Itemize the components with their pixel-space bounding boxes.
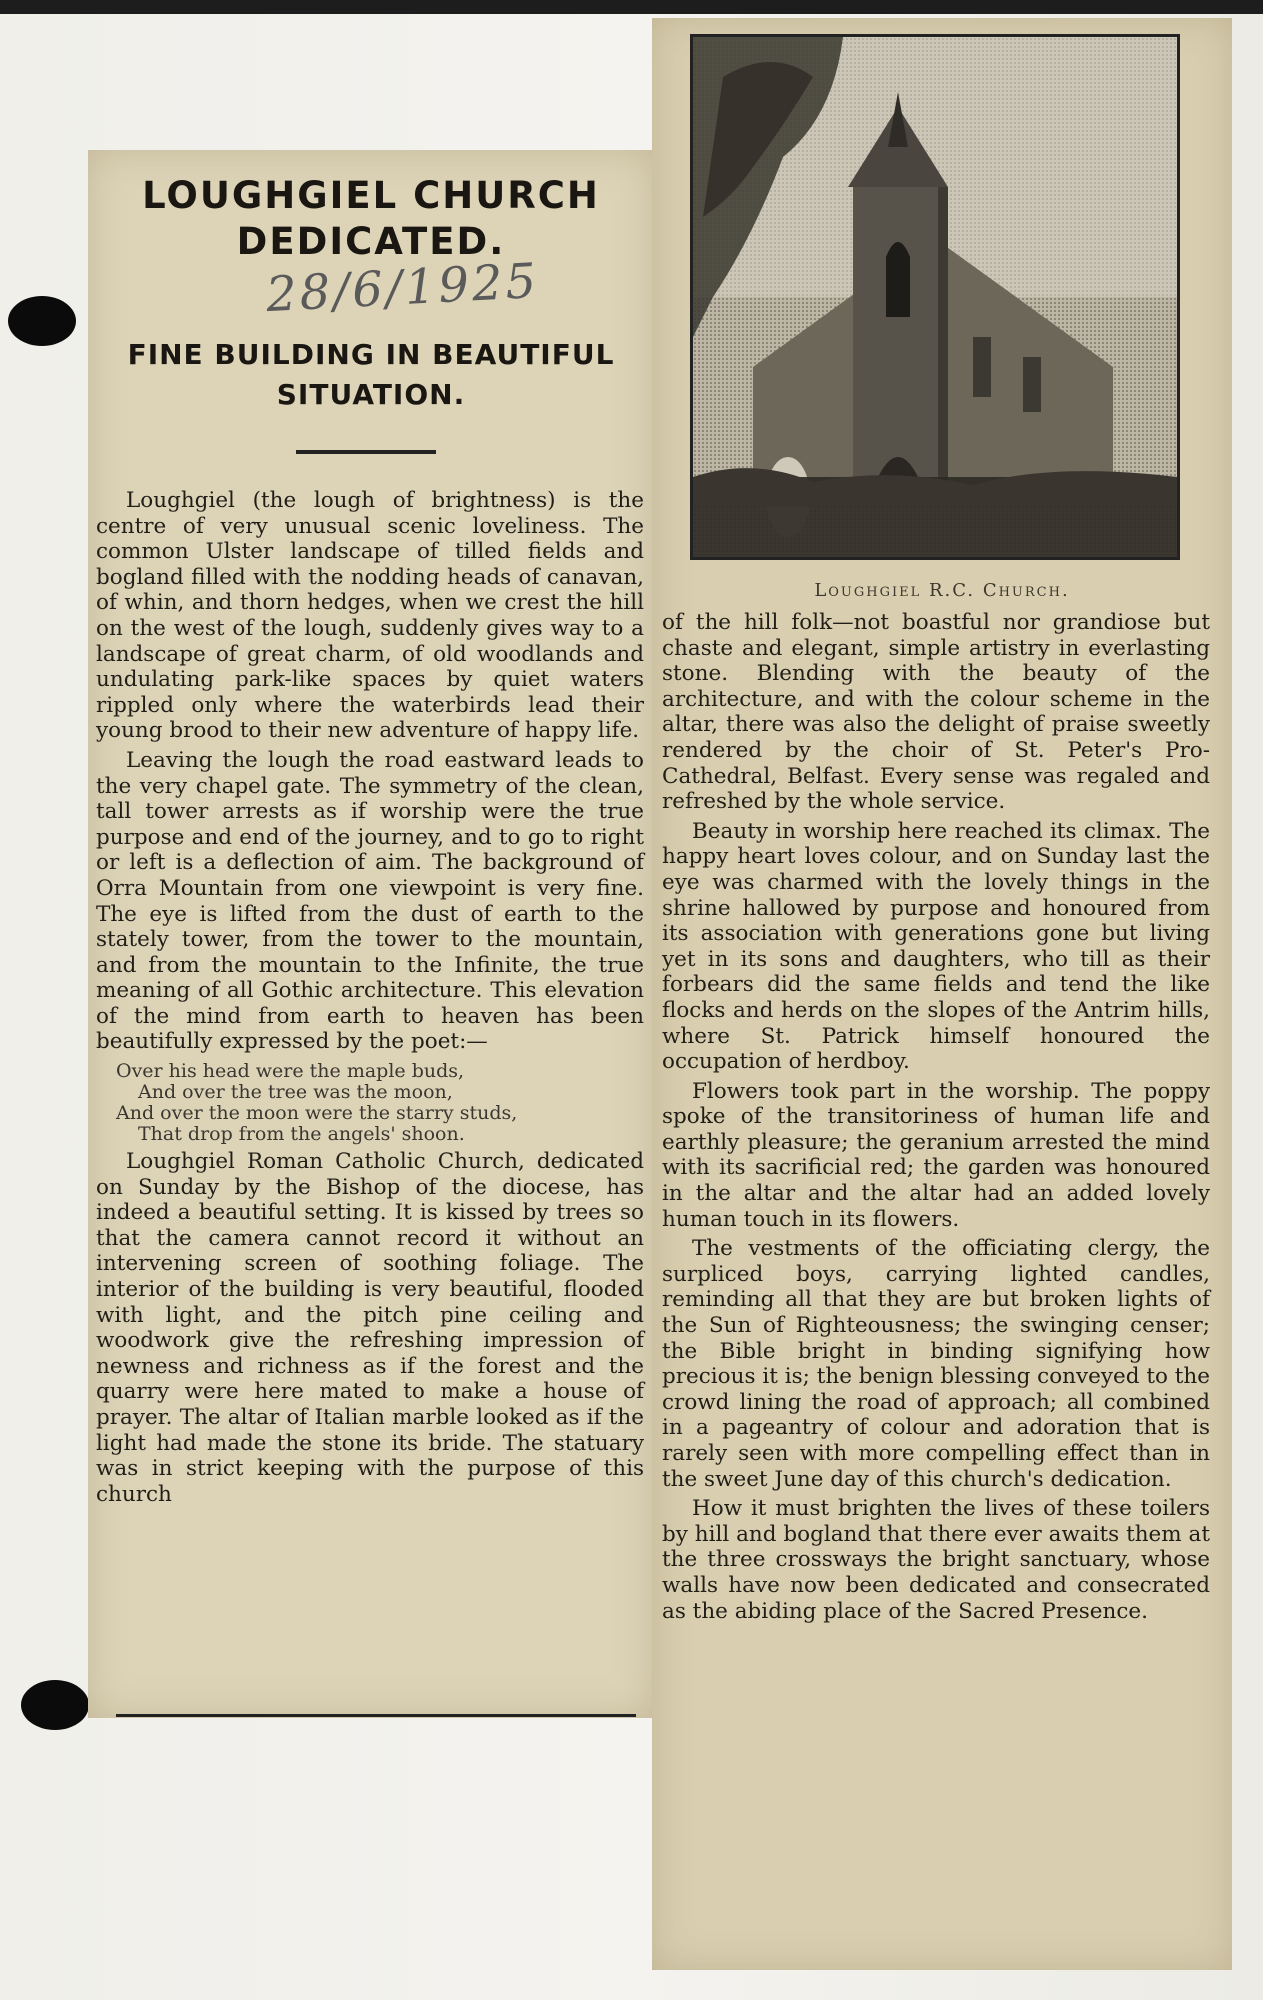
- paragraph-3: Loughgiel Roman Catholic Church, dedicated on Sunday by the Bishop of the diocese, has indeed a beautiful setting. It is kissed by trees so that the camera cannot record it without an intervening screen of soothing foliage. The interior of the building is very beautiful, flooded with light, and the pitch pine ceiling and woodwork give the refreshing impression of newness and richness as if the forest and the quarry were here mated to make a house of prayer. The altar of Italian marble looked as if the light had made the stone its bride. The statuary was in strict keeping with the purpose of this church: [96, 1149, 644, 1507]
- subheadline-line2: SITUATION.: [276, 378, 466, 411]
- top-border: [0, 0, 1263, 14]
- poem-line-1: Over his head were the maple buds,: [116, 1060, 465, 1083]
- subheadline-line1: FINE BUILDING IN BEAUTIFUL: [127, 338, 615, 371]
- paragraph-1: Loughgiel (the lough of brightness) is the centre of very unusual scenic loveliness. The common Ulster landscape of tilled fields and bogland filled with the nodding heads of canavan, of whin, and thorn hedges, when we crest the hill on the west of the lough, suddenly gives way to a landscape of great charm, of old woodlands and undulating park-like spaces by quiet waters rippled only where the waterbirds lead their young brood to their new adventure of happy life.: [96, 488, 644, 744]
- paragraph-2: Leaving the lough the road eastward leads to the very chapel gate. The symmetry of the clean, tall tower arrests as if worship were the true purpose and end of the journey, and to go to right or left is a deflection of aim. The background of Orra Mountain from one viewpoint is very fine. The eye is lifted from the dust of earth to the stately tower, from the tower to the mountain, and from the mountain to the Infinite, the true meaning of all Gothic architecture. This elevation of the mind from earth to heaven has been beautifully expressed by the poet:—: [96, 747, 644, 1055]
- left-column-text: [96, 488, 644, 1507]
- headline-line1: LOUGHGIEL CHURCH: [142, 174, 600, 217]
- right-clipping: [652, 18, 1232, 1970]
- left-bottom-rule: [116, 1714, 636, 1717]
- right-column-text: [662, 610, 1210, 1624]
- poem-line-3: And over the moon were the starry studs,: [116, 1102, 518, 1125]
- church-photo: [690, 34, 1180, 560]
- paragraph-5: Beauty in worship here reached its climax. The happy heart loves colour, and on Sunday last the eye was charmed with the lovely things in the shrine hallowed by purpose and honoured from its association with generations gone but living yet in its sons and daughters, who till as their forbears did the same fields and tend the like flocks and herds on the slopes of the Antrim hills, where St. Patrick himself honoured the occupation of herdboy.: [662, 818, 1210, 1075]
- handwritten-date: 28/6/1925: [264, 252, 541, 324]
- punch-hole-top: [8, 296, 76, 346]
- poem-line-2: And over the tree was the moon,: [138, 1081, 453, 1104]
- paragraph-4: of the hill folk—not boastful nor grandiose but chaste and elegant, simple artistry in everlasting stone. Blending with the beauty of the architecture, and with the colour scheme in the altar, there was also the delight of praise sweetly rendered by the choir of St. Peter's Pro-Cathedral, Belfast. Every sense was regaled and refreshed by the whole service.: [662, 610, 1210, 815]
- poem-quote: [116, 1061, 644, 1145]
- church-illustration: [693, 37, 1177, 557]
- paragraph-6: Flowers took part in the worship. The poppy spoke of the transitoriness of human life and earthly pleasure; the geranium arrested the mind with its sacrificial red; the garden was honoured in the altar and the altar had an added lovely human touch in its flowers.: [662, 1078, 1210, 1232]
- left-clipping: [88, 150, 654, 1718]
- poem-line-4: That drop from the angels' shoon.: [138, 1123, 465, 1146]
- punch-hole-bottom: [21, 1680, 89, 1730]
- headline-divider: [296, 450, 436, 454]
- photo-caption: Loughgiel R.C. Church.: [814, 580, 1070, 601]
- headline-line2: DEDICATED.: [236, 220, 506, 263]
- paragraph-7: The vestments of the officiating clergy, the surpliced boys, carrying lighted candles, reminding all that they are but broken lights of the Sun of Righteousness; the swinging censer; the Bible bright in binding signifying how precious it is; the benign blessing conveyed to the crowd lining the road of approach; all combined in a pageantry of colour and adoration that is rarely seen with more compelling effect than in the sweet June day of this church's dedication.: [662, 1236, 1210, 1492]
- paragraph-8: How it must brighten the lives of these toilers by hill and bogland that there ever awaits them at the three crossways the bright sanctuary, whose walls have now been dedicated and consecrated as the abiding place of the Sacred Presence.: [662, 1496, 1210, 1624]
